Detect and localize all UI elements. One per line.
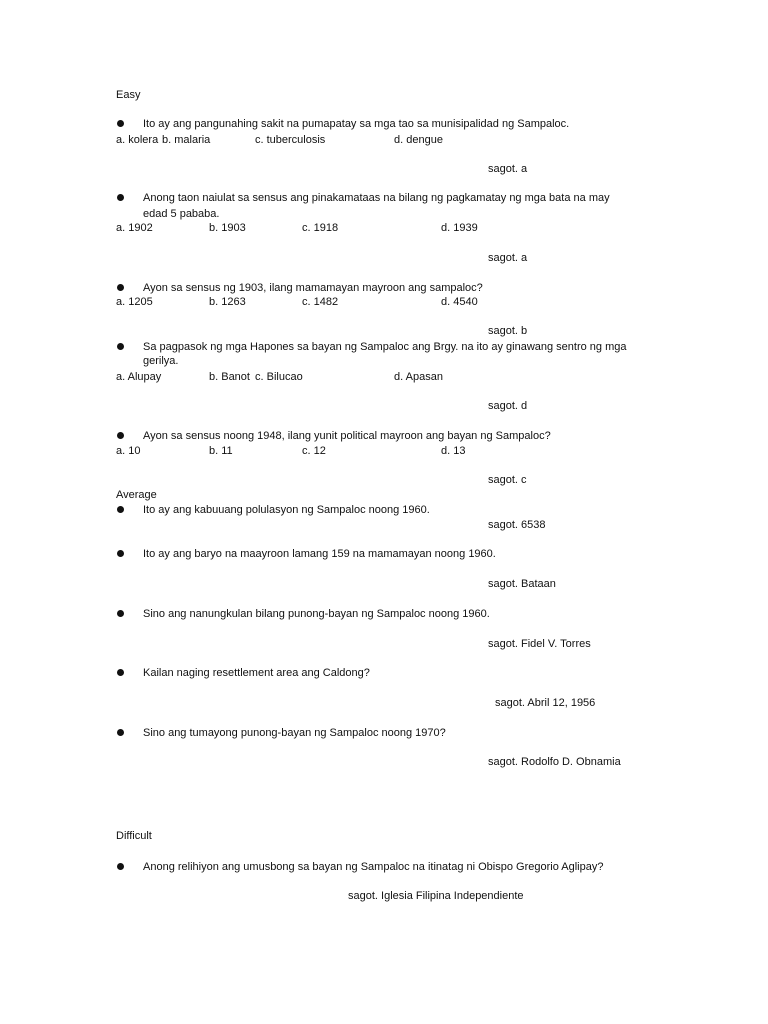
answer-text: sagot. b [488,325,528,337]
option-a: a. 1205 [116,296,153,308]
option-c: c. 1918 [302,222,339,234]
answer-text: sagot. Rodolfo D. Obnamia [488,756,621,768]
question-text: Anong taon naiulat sa sensus ang pinakamataas na bilang ng pagkamatay ng mga bata na may [143,192,610,204]
option-a: a. 1902 [116,222,153,234]
option-b: b. 1263 [209,296,246,308]
question-text: Kailan naging resettlement area ang Caldong? [143,667,370,679]
answer-text: sagot. 6538 [488,519,546,531]
answer-text: sagot. d [488,400,528,412]
answer-text: sagot. Iglesia Filipina Independiente [348,890,524,902]
question-text: Sa pagpasok ng mga Hapones sa bayan ng Sampaloc ang Brgy. na ito ay ginawang sentro ng mga [143,341,627,353]
section-heading-difficult: Difficult [116,830,152,842]
answer-text: sagot. Fidel V. Torres [488,638,591,650]
question-text: Ayon sa sensus noong 1948, ilang yunit political mayroon ang bayan ng Sampaloc? [143,430,551,442]
bullet-icon [117,120,124,127]
question-text: Sino ang tumayong punong-bayan ng Sampaloc noong 1970? [143,727,446,739]
bullet-icon [117,610,124,617]
section-heading-average: Average [116,489,157,501]
question-text-continued: edad 5 pababa. [143,208,220,220]
answer-text: sagot. c [488,474,527,486]
question-text: Ayon sa sensus ng 1903, ilang mamamayan mayroon ang sampaloc? [143,282,483,294]
option-b: b. 11 [209,445,233,457]
option-c: c. 12 [302,445,326,457]
option-b: b. Banot [209,371,250,383]
option-d: d. 4540 [441,296,478,308]
option-b: b. 1903 [209,222,246,234]
bullet-icon [117,343,124,350]
section-heading-easy: Easy [116,89,141,101]
bullet-icon [117,506,124,513]
option-a: a. kolera [116,134,159,146]
answer-text: sagot. Abril 12, 1956 [495,697,596,709]
option-c: c. Bilucao [255,371,303,383]
option-a: a. Alupay [116,371,162,383]
answer-text: sagot. a [488,252,528,264]
bullet-icon [117,550,124,557]
question-text: Anong relihiyon ang umusbong sa bayan ng Sampaloc na itinatag ni Obispo Gregorio Aglipay? [143,861,604,873]
option-d: d. dengue [394,134,443,146]
option-c: c. 1482 [302,296,339,308]
bullet-icon [117,432,124,439]
bullet-icon [117,284,124,291]
option-d: d. 13 [441,445,466,457]
bullet-icon [117,729,124,736]
question-text: Ito ay ang kabuuang polulasyon ng Sampaloc noong 1960. [143,504,430,516]
question-text: Ito ay ang pangunahing sakit na pumapatay sa mga tao sa munisipalidad ng Sampaloc. [143,118,570,130]
bullet-icon [117,863,124,870]
option-c: c. tuberculosis [255,134,326,146]
answer-text: sagot. Bataan [488,578,556,590]
option-b: b. malaria [162,134,211,146]
bullet-icon [117,194,124,201]
bullet-icon [117,669,124,676]
option-d: d. 1939 [441,222,478,234]
question-text: Sino ang nanungkulan bilang punong-bayan ng Sampaloc noong 1960. [143,608,490,620]
question-text: Ito ay ang baryo na maayroon lamang 159 na mamamayan noong 1960. [143,548,496,560]
option-d: d. Apasan [394,371,443,383]
option-a: a. 10 [116,445,141,457]
answer-text: sagot. a [488,163,528,175]
question-text-continued: gerilya. [143,355,179,367]
